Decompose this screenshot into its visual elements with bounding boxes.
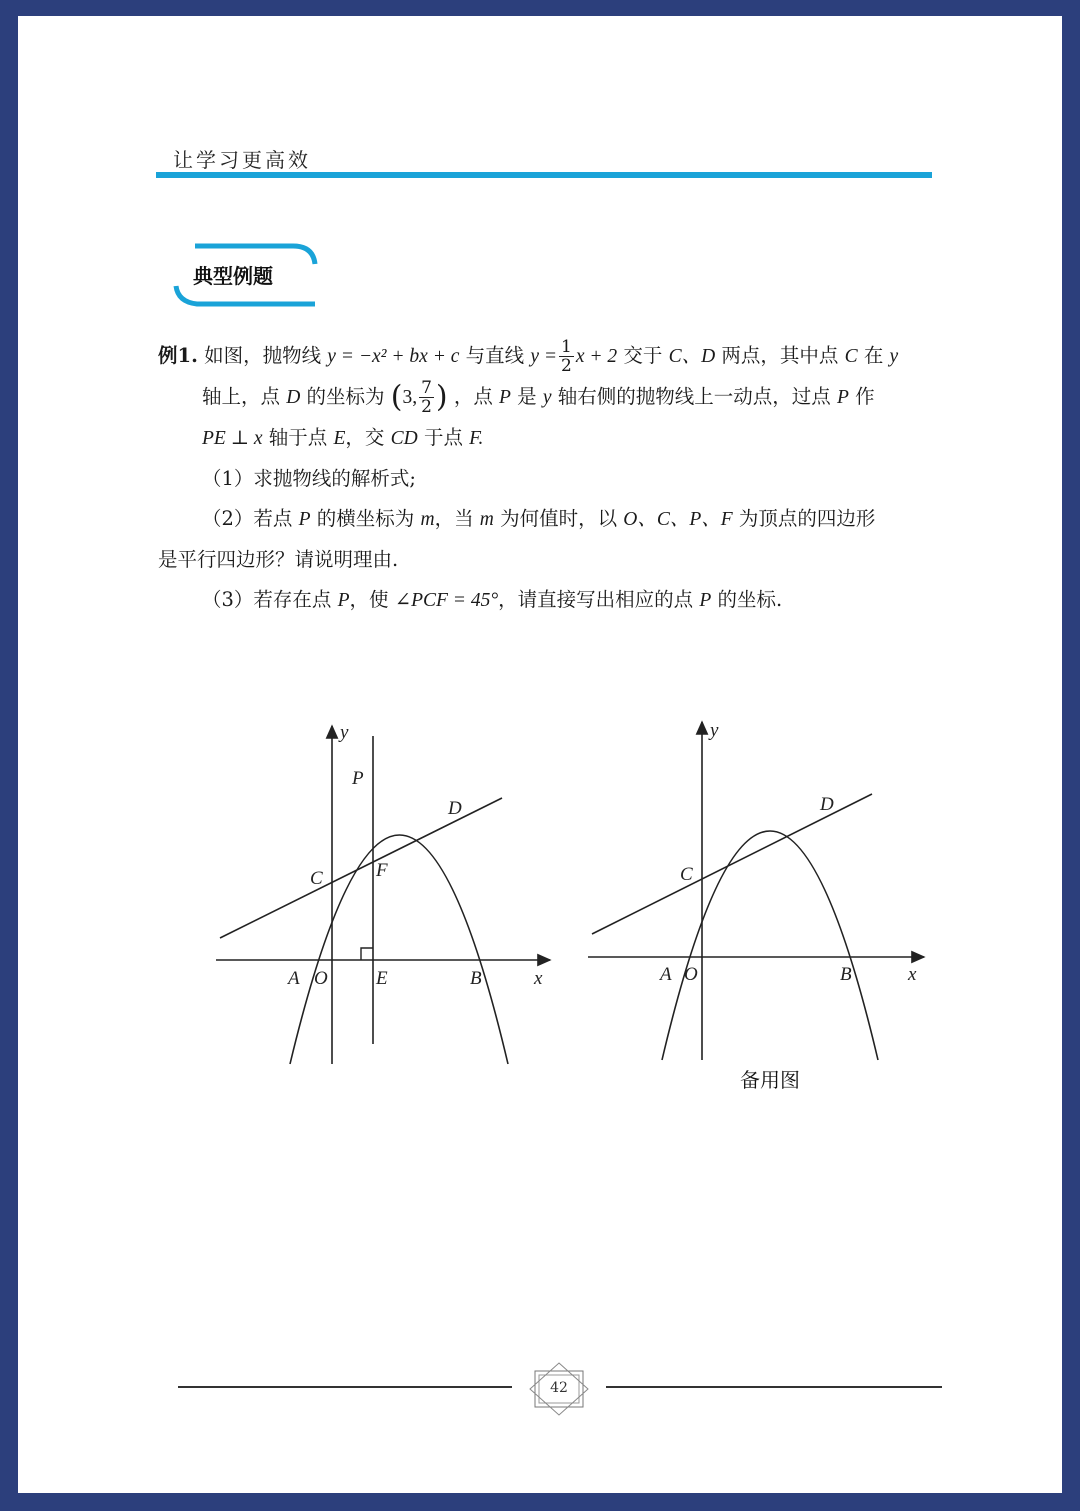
problem-text — [158, 336, 948, 621]
question-3: （3）若存在点 P，使 ∠PCF = 45°，请直接写出相应的点 P 的坐标. — [202, 588, 783, 611]
page — [18, 16, 1062, 1493]
question-2: （2）若点 P 的横坐标为 m，当 m 为何值时，以 O、C、P、F 为顶点的四边形 — [202, 507, 876, 530]
parabola-equation: y = −x² + bx + c — [327, 346, 460, 367]
label-b: B — [470, 968, 482, 989]
label-y: y — [340, 722, 349, 743]
figure-caption: 备用图 — [740, 1068, 800, 1092]
header-rule — [156, 172, 932, 178]
example-label: 例1. — [158, 344, 198, 367]
problem-line-1: 例1. 如图，抛物线 y = −x² + bx + c 与直线 y = $\frac{1}{2}$ x + 2 交于 C、D 两点，其中点 C 在 y — [158, 337, 899, 376]
label-x: x — [534, 968, 543, 989]
label-a: A — [660, 964, 672, 985]
section-title: 典型例题 — [193, 264, 273, 288]
label-c: C — [680, 864, 693, 885]
label-o: O — [684, 964, 698, 985]
parabola — [662, 831, 878, 1060]
label-x: x — [908, 964, 917, 985]
parabola — [290, 835, 508, 1064]
question-1: （1）求抛物线的解析式; — [202, 467, 416, 490]
label-a: A — [288, 968, 300, 989]
figure-main — [198, 716, 568, 1086]
label-y: y — [710, 720, 719, 741]
fraction-seven-halves: $\frac{7}{2}$ — [421, 378, 432, 417]
figure-spare — [568, 716, 938, 1086]
label-c: C — [310, 868, 323, 889]
running-head: 让学习更高效 — [173, 148, 311, 172]
label-d: D — [820, 794, 834, 815]
label-f: F — [376, 860, 388, 881]
label-e: E — [376, 968, 388, 989]
label-d: D — [448, 798, 462, 819]
problem-line-3: PE ⊥ x 轴于点 E，交 CD 于点 F. — [202, 426, 484, 449]
label-b: B — [840, 964, 852, 985]
problem-line-2: 轴上，点 D 的坐标为 (3, $\frac{7}{2}$ ) ，点 P 是 y 轴右侧的抛物线上一动点，过点 P 作 — [202, 378, 875, 417]
page-number: 42 — [550, 1380, 568, 1396]
line-cd — [220, 798, 502, 938]
fraction-half: $\frac{1}{2}$ — [561, 337, 572, 376]
line-cd — [592, 794, 872, 934]
label-o: O — [314, 968, 328, 989]
page-number-badge — [526, 1361, 592, 1417]
footer-rule-left — [178, 1386, 512, 1388]
label-p: P — [352, 768, 364, 789]
section-tab — [173, 242, 318, 308]
right-angle-mark — [361, 948, 373, 960]
footer-rule-right — [606, 1386, 942, 1388]
question-2-cont: 是平行四边形？请说明理由. — [158, 548, 399, 571]
